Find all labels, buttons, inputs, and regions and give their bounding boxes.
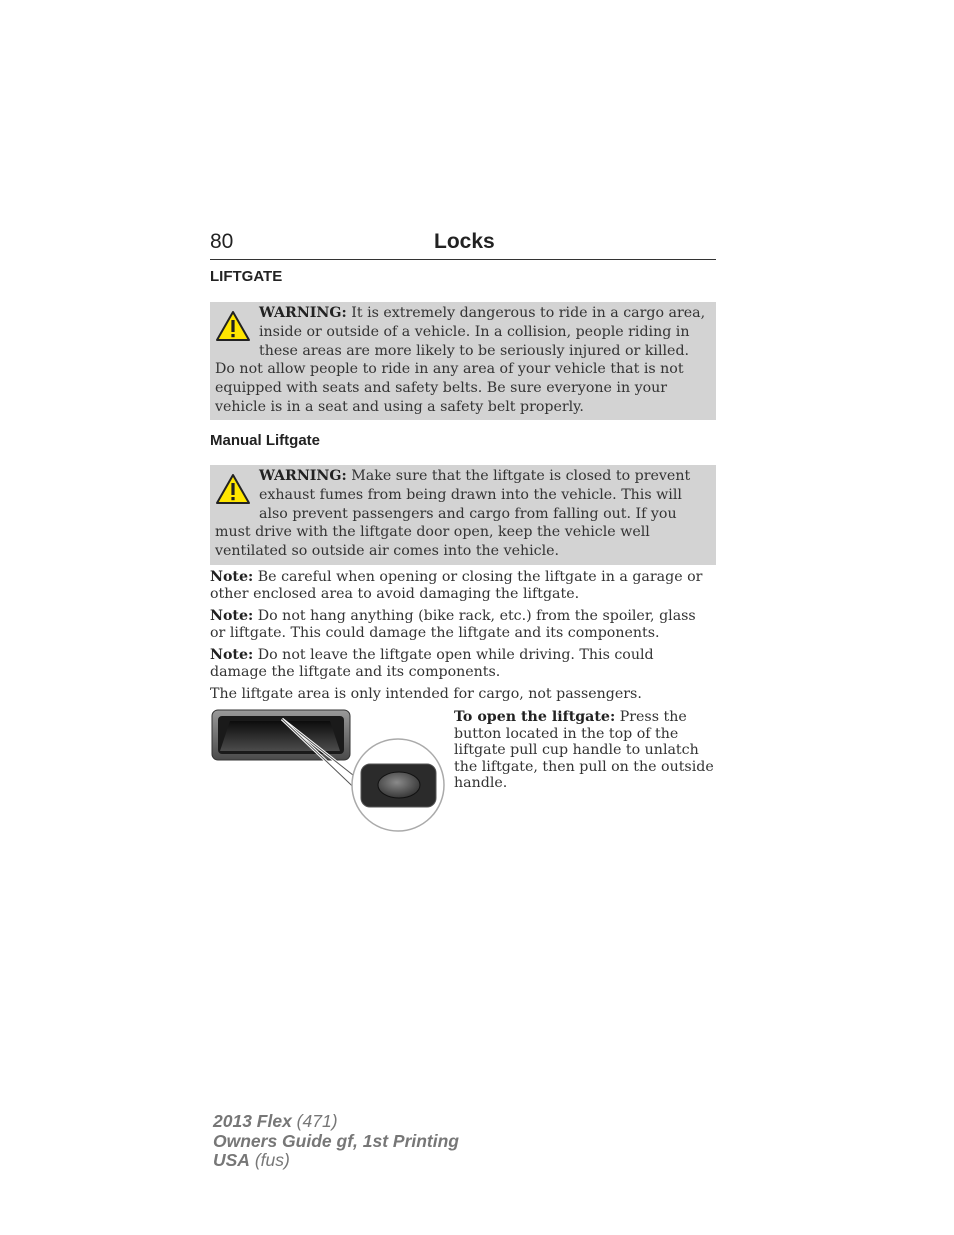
subsection-title: Manual Liftgate	[210, 432, 321, 449]
footer-model-code: (471)	[291, 1111, 338, 1131]
header-rule	[210, 259, 716, 260]
note-text: Be careful when opening or closing the liftgate in a garage or other enclosed area to avoid damaging the liftgate.	[210, 569, 703, 602]
liftgate-handle-illustration	[208, 705, 450, 837]
note-spoiler	[210, 608, 710, 642]
note-text: Do not leave the liftgate open while driving. This could damage the liftgate and its components.	[210, 647, 654, 680]
footer-line-market	[213, 1151, 459, 1171]
open-liftgate-instructions	[454, 709, 719, 792]
note-driving	[210, 647, 710, 681]
open-liftgate-label: To open the liftgate:	[454, 709, 616, 725]
note-label: Note:	[210, 647, 254, 663]
note-label: Note:	[210, 569, 254, 585]
warning-text: Make sure that the liftgate is closed to prevent exhaust fumes from being drawn into the vehicle. This will also prevent passengers and cargo from falling out. If you must drive with the liftgate door open, keep the vehicle well ventilated so outside air comes into the vehicle.	[215, 468, 691, 560]
warning-triangle-icon	[215, 310, 251, 342]
page-number: 80	[210, 230, 234, 253]
warning-box-exhaust	[210, 465, 716, 565]
note-label: Note:	[210, 608, 254, 624]
footer	[213, 1112, 459, 1171]
warning-text: It is extremely dangerous to ride in a cargo area, inside or outside of a vehicle. In a collision, people riding in these areas are more likely to be seriously injured or killed. Do not allow people to ride in any area of your vehicle that is not equipped with seats and safety belts. Be sure everyone in your vehicle is in a seat and using a safety belt properly.	[215, 305, 706, 415]
warning-label: WARNING:	[259, 305, 347, 321]
footer-guide: Owners Guide gf, 1st Printing	[213, 1130, 459, 1151]
warning-label: WARNING:	[259, 468, 347, 484]
note-text: Do not hang anything (bike rack, etc.) from the spoiler, glass or liftgate. This could damage the liftgate and its components.	[210, 608, 696, 641]
open-liftgate-text: Press the button located in the top of the liftgate pull cup handle to unlatch the liftgate, then pull on the outside handle.	[454, 709, 714, 791]
note-garage	[210, 569, 710, 603]
footer-model: 2013 Flex	[213, 1111, 292, 1131]
footer-line-model	[213, 1112, 459, 1132]
warning-box-cargo	[210, 302, 716, 420]
footer-line-guide	[213, 1132, 459, 1152]
page-title: Locks	[434, 230, 495, 253]
footer-market-code: (fus)	[249, 1150, 290, 1170]
cargo-text: The liftgate area is only intended for cargo, not passengers.	[210, 686, 642, 702]
footer-market: USA	[213, 1150, 250, 1170]
section-title: LIFTGATE	[210, 268, 283, 285]
warning-triangle-icon	[215, 473, 251, 505]
